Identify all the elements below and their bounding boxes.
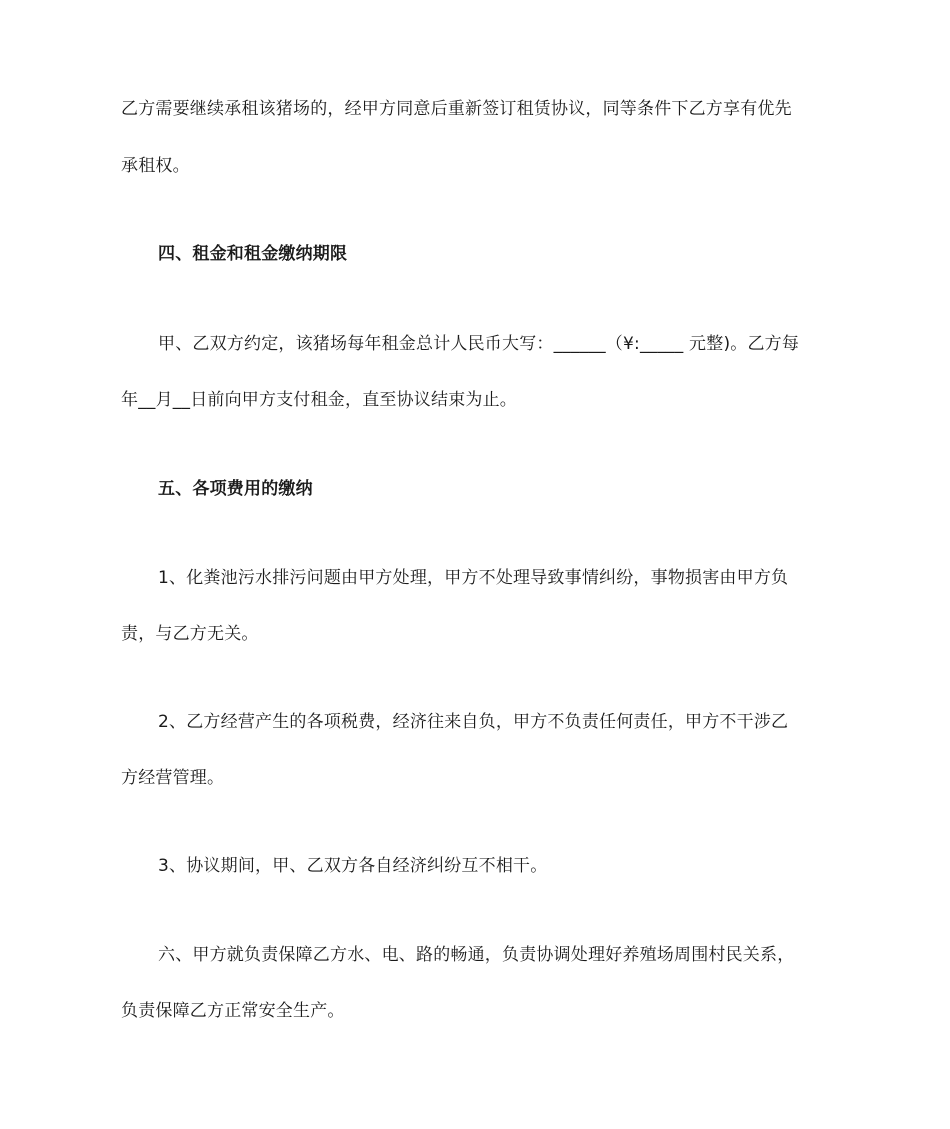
section-heading-rent: 四、租金和租金缴纳期限 bbox=[158, 244, 348, 264]
paragraph-rent-line-2: 年__月__日前向甲方支付租金，直至协议结束为止。 bbox=[121, 390, 517, 410]
section-heading-fees: 五、各项费用的缴纳 bbox=[158, 479, 313, 499]
paragraph-fee-2-line-1: 2、乙方经营产生的各项税费，经济往来自负，甲方不负责任何责任，甲方不干涉乙 bbox=[158, 712, 789, 732]
paragraph-rent-line-1: 甲、乙双方约定，该猪场每年租金总计人民币大写：______（¥:_____ 元整)。乙方每 bbox=[158, 334, 800, 354]
paragraph-fee-1-line-1: 1、化粪池污水排污问题由甲方处理，甲方不处理导致事情纠纷，事物损害由甲方负 bbox=[158, 568, 789, 588]
paragraph-fee-3: 3、协议期间，甲、乙双方各自经济纠纷互不相干。 bbox=[158, 856, 548, 876]
paragraph-fee-2-line-2: 方经营管理。 bbox=[121, 768, 225, 788]
paragraph-fee-1-line-2: 责，与乙方无关。 bbox=[121, 624, 259, 644]
paragraph-continue-lease-line-2: 承租权。 bbox=[121, 156, 190, 176]
paragraph-six-line-2: 负责保障乙方正常安全生产。 bbox=[121, 1001, 345, 1021]
paragraph-continue-lease-line-1: 乙方需要继续承租该猪场的，经甲方同意后重新签订租赁协议，同等条件下乙方享有优先 bbox=[121, 99, 792, 119]
paragraph-six-line-1: 六、甲方就负责保障乙方水、电、路的畅通，负责协调处理好养殖场周围村民关系， bbox=[158, 945, 795, 965]
